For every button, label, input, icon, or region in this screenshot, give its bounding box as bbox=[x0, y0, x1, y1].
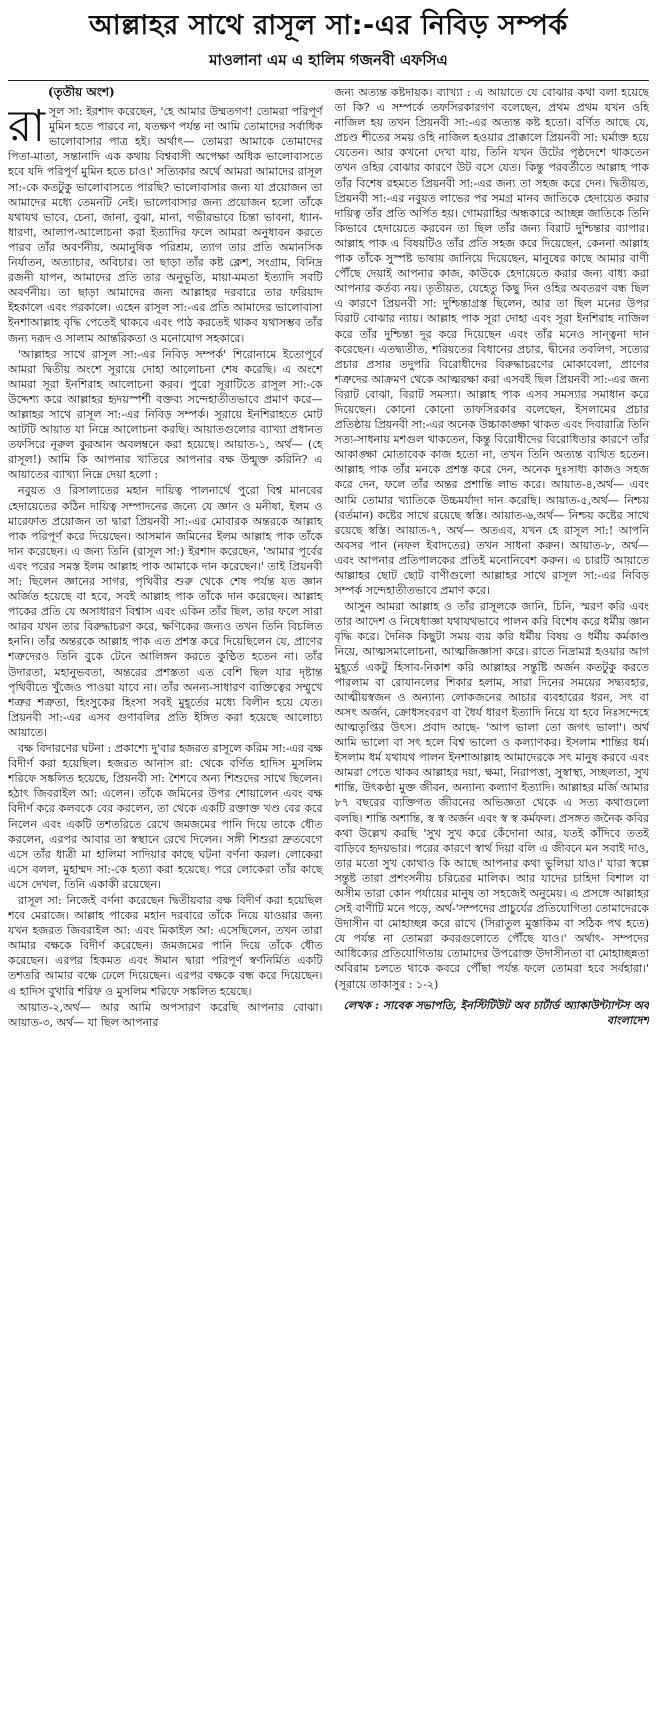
paragraph: বক্ষ বিদারণের ঘটনা : প্রকাশ্যে দু'বার হজরত রাসূলে করিম সা:-এর বক্ষ বিদীর্ণ করা হয়েছিল। হজরত আনাস রা: থেকে বর্ণিত হাদিস মুসলিম শরিফে সঙ্কলিত হয়েছে, প্রিয়নবী সা: শৈশবে অন্য শিশুদের সাথে ছিলেন। হঠাৎ জিবরাইল আ: এলেন। তাঁকে জমিনের উপর শোয়ালেন এবং বক্ষ বিদীর্ণ করে কলবকে বের করলেন, তা থেকে একটি রক্তাক্ত খণ্ড বের করে নিলেন এবং একটি তশতরিতে রেখে জমজমের পানি দিয়ে তাকে ধৌত করলেন, এরপর আবার তা স্বস্থানে রেখে দিলেন। সঙ্গী শিশুরা দ্রুতবেগে এসে তাঁর ধাত্রী মা হালিমা সাদিয়ার কাছে ঘটনা বর্ণনা করল। লোকেরা এসে বলল, মুহাম্মদ সা:-কে হত্যা করা হয়েছে। পরে লোকেরা তাঁর কাছে এসে দেখল, তিনি একাকী রয়েছেন। bbox=[8, 742, 323, 891]
article-byline: মাওলানা এম এ হালিম গজনবী এফসিএ bbox=[209, 51, 448, 69]
paragraph: আয়াত-২,অর্থ— আর আমি অপসারণ করেছি আপনার বোঝা। আয়াত-৩, অর্থ— যা ছিল আপনার bbox=[8, 1000, 323, 1029]
article-headline: আল্লাহর সাথে রাসূল সা:-এর নিবিড় সম্পর্ক bbox=[89, 10, 568, 41]
article-body bbox=[8, 85, 649, 1705]
paragraph: সূল সা: ইরশাদ করেছেন, 'হে আমার উম্মতগণ! তোমরা পরিপূর্ণ মুমিন হতে পারবে না, যতক্ষণ পর্যন্ত না আমি তোমাদের সর্বাধিক ভালোবাসার পাত্র হই। অর্থাৎ— তোমরা আমাকে তোমাদের পিতা-মাতা, সন্তানাদি এক কথায় বিশ্ববাসী অপেক্ষা অধিক ভালোবাসতে হবে যদি পরিপূর্ণ মুমিন হতে চাও।' সত্যিকার অর্থে আমরা আমাদের রাসূল সা:-কে কতটুকু ভালোবাসতে পারছি? ভালোবাসার জন্য যা প্রয়োজন তা আমাদের মধ্যে তেমনটি নেই। ভালোবাসার জন্য প্রয়োজন হলো তাঁকে যথাযথ ভাবে, চেনা, জানা, বুঝা, মানা, গভীরভাবে চিন্তা ভাবনা, ধ্যান-ধারণা, আলাপ-আলোচনা করা ইত্যাদির ফলে আমরা অনুধাবন করতে পারব তাঁর অবর্ণনীয়, অমানুষিক পরিশ্রম, ত্যাগ তার প্রতি অমানসিক নির্যাতন, অত্যাচার, অবিচার। তা ছাড়া তাঁর কষ্ট ক্লেশ, সংগ্রাম, বিনিদ্র রজনী যাপন, আমাদের প্রতি তার অনুভূতি, মায়া-মমতা ইত্যাদি সবটি অবর্ণনীয়। তা ছাড়া আমাদের জন্য আল্লাহর দরবারে তার ফরিয়াদ ইহকালে এবং পরকালে। এহেন রাসূল সা:-এর প্রতি আমাদের ভালোবাসা ইনশাআল্লাহ বৃদ্ধি পেতেই থাকবে এবং পাঠ করতেই থাকব যথাসম্ভব তাঁর জন্য দরূদ ও সালাম আন্তরিকতা ও মনোযোগ সহকারে। bbox=[8, 105, 323, 345]
paragraph: জন্য অত্যন্ত কষ্টদায়ক। ব্যাখ্যা : এ আয়াতে যে বোঝার কথা বলা হয়েছে তা কি? এ সম্পর্কে তফসিরকারগণ বলেছেন, প্রথম প্রথম যখন ওহি নাজিল হয় তখন প্রিয়নবী সা:-এর অত্যন্ত কষ্ট হতো। বর্ণিত আছে যে, প্রচণ্ড শীতের সময় ওহি নাজিল হওয়ার প্রাক্কালে প্রিয়নবী সা: ঘর্মাক্ত হয়ে যেতেন। আর কখনো দেখা যায়, তিনি যখন উটের পৃষ্ঠদেশে থাকতেন তখন ওহির বোঝার কারণে উট বসে যেত। কিন্তু পরবর্তীতে আল্লাহ পাক তাঁর বিশেষ রহমতে প্রিয়নবী সা:-এর জন্য তা সহজ করে দেন। দ্বিতীয়ত, প্রিয়নবী সা:-এর নবুয়ত লাভের পর সমগ্র মানব জাতিকে হেদায়েত করার দায়িত্ব তাঁর প্রতি অর্পিত হয়। গোমরাহির অন্ধকারে আচ্ছন্ন জাতিকে তিনি কিভাবে হেদায়েতে করবেন তা ছিল তাঁর জন্য বিরাট দুশ্চিন্তার ব্যাপার। আল্লাহ পাক এ বিষয়টিও তাঁর প্রতি সহজ করে দিয়েছেন, কেননা আল্লাহ পাক তাঁকে সুস্পষ্ট ভাষায় জানিয়ে দিয়েছেন, মানুষের কাছে আমার বাণী পৌঁছে দেয়াই আপনার কাজ, কাউকে হেদায়েতে করার জন্য বাধ্য করা আপনার কর্তব্য নয়। তৃতীয়ত, যেহেতু কিছু দিন ওহির অবতরণ বন্ধ ছিল এ কারণে প্রিয়নবী সা: দুশ্চিন্তাগ্রস্ত ছিলেন, আর তা ছিল মনের উপর বিরাট বোঝার ন্যায়। আল্লাহ পাক সূরা দোহা এবং সূরা ইনশিরাহ নাজিল করে তাঁর দুশ্চিন্তা দূর করে দিয়েছেন এবং তাঁর মনেও সান্ত্বনা দান করেছেন। এতদ্ব্যতীত, শরিয়তের বিধানের প্রচার, দ্বীনের তবলিগ, সত্যের প্রচার প্রসার তদুপরি বিরোধীদের বিরুদ্ধাচরণের মোকাবেলা, প্রাণের শত্রুদের আক্রমণ থেকে আত্মরক্ষা করা এসবই ছিল প্রিয়নবী সা:-এর জন্য বিরাট বোঝা, বিরাট সমস্যা। আল্লাহ পাক এসব সমস্যার সমাধান করে দিয়েছেন। কোনো কোনো তাফসিরকার বলেছেন, ইসলামের প্রচার প্রতিষ্ঠায় প্রিয়নবী সা:-এর অনেক উচ্চাকাঙ্ক্ষা থাকত এবং দিবারাত্রি তিনি সত্য-সাধনায় মশগুল থাকতেন, কিন্তু বিরোধীদের বিরোধিতার কারণে তাঁর আকাঙ্ক্ষা মোতাবেক কাজ হতো না, তখন তিনি অত্যন্ত ব্যথিত হতেন। আল্লাহ পাক তাঁর মনকে প্রশস্ত করে দেন, অনেক দুঃসাধ্য কাজও সহজ করে দেন, ফলে তাঁর অন্তর প্রশান্তি লাভ করে। আয়াত-৪,অর্থ— এবং আমি তোমার খ্যাতিকে উচ্চমর্যাদা দান করেছি। আয়াত-৫,অর্থ— নিশ্চয় (বর্তমান) কষ্টের সাথে রয়েছে স্বস্তি। আয়াত-৬,অর্থ— নিশ্চয় কষ্টের সাথে রয়েছে স্বস্তি। আয়াত-৭, অর্থ— অতএব, যখন হে রাসূল সা:! আপনি অবসর পান (নফল ইবাদতের) তখন সাধনা করুন। আয়াত-৮, অর্থ— এবং আপনার প্রতিপালকের প্রতিই মনোনিবেশ করুন। এ চারটি আয়াতে আল্লাহর ছোট ছোট বাণীগুলো আল্লাহর সাথে রাসূল সা:-এর নিবিড় সম্পর্ক সন্দেহাতীতভাবে প্রমাণ করে। bbox=[334, 86, 649, 598]
paragraph: রাসূল সা: নিজেই বর্ণনা করেছেন দ্বিতীয়বার বক্ষ বিদীর্ণ করা হয়েছিল শবে মেরাজে। আল্লাহ পাকের মহান দরবারে তাঁকে নিয়ে যাওয়ার জন্য যখন হজরত জিবরাইল আ: এবং মিকাইল আ: এসেছিলেন, তখন তারা আমার বক্ষকে বিদীর্ণ করেছেন। জমজমের পানি দিয়ে তাঁকে ধৌত করেছেন। এরপর হিকমত এবং ঈমান দ্বারা পরিপূর্ণ স্বর্ণনির্মিত একটি তশতরি আমার বক্ষে ঢেলে দিয়েছেন। এরপর বক্ষকে বন্ধ করে দিয়েছেন। এ হাদিস বুখারি শরিফ ও মুসলিম শরিফে সঙ্কলিত হয়েছে। bbox=[8, 893, 323, 998]
paragraph: 'আল্লাহর সাথে রাসূল সা:-এর নিবিড় সম্পর্ক' শিরোনামে ইতোপূর্বে আমরা দ্বিতীয় অংশে সূরায়ে দোহা আলোচনা শেষ করেছি। এ অংশে আমরা সূরা ইনশিরাহ আলোচনা করব। পুরো সূরাটিতে রাসূল সা:-কে উদ্দেশ্য করে আল্লাহর হৃদয়স্পর্শী বক্তব্য সন্দেহাতীতভাবে প্রমাণ করে— আল্লাহর সাথে রাসূল সা:-এর নিবিড় সম্পর্ক। সূরায়ে ইনশিরাহতে মোট আটটি আয়াত যা নিম্নে আলোচনা করছি। আয়াতগুলোর ব্যাখ্যা প্রধানত তফসিরে নূরুল কুরআন অবলম্বনে করা হয়েছে। আয়াত-১, অর্থ— (হে রাসূল!) আমি কি আপনার খাতিরে আপনার বক্ষ উন্মুক্ত করিনি? এ আয়াতের ব্যাখ্যা নিম্নে দেয়া হলো : bbox=[8, 347, 323, 482]
right-column bbox=[335, 85, 650, 1705]
part-label: (তৃতীয় অংশ) bbox=[48, 85, 115, 99]
author-note: লেখক : সাবেক সভাপতি, ইনস্টিটিউট অব চার্টার্ড অ্যাকাউন্ট্যান্টস অব বাংলাদেশ bbox=[343, 998, 649, 1027]
header-divider bbox=[8, 80, 649, 81]
left-column bbox=[8, 85, 323, 1705]
drop-cap: রা bbox=[8, 101, 45, 153]
paragraph: নবুয়ত ও রিসালাতের মহান দায়িত্ব পালনার্থে পুরো বিশ্ব মানবের হেদায়েতের কঠিন দায়িত্ব সম্পাদনের জন্যে যে জ্ঞান ও মনীষা, ইলম ও মারেফাত প্রয়োজন তা দ্বারা প্রিয়নবী সা:-এর মোবারক অন্তরকে আল্লাহ পাক পরিপূর্ণ করে দিয়েছেন। আসমান জমিনের ইলম আল্লাহ পাক তাঁকে দান করেছেন। এ জন্য তিনি (রাসূল সা:) ইরশাদ করেছেন, 'আমার পূর্বের এবং পরের সমস্ত ইলম আল্লাহ পাক আমাকে দান করেছেন।' তাই প্রিয়নবী সা: ছিলেন জ্ঞানের সাগর, পৃথিবীর শুরু থেকে শেষ পর্যন্ত যত জ্ঞান অর্জিত হয়েছে বা হবে, সবই আল্লাহ পাক তাঁকে দান করেছেন। আল্লাহ পাকের প্রতি যে অসাধারণ বিশ্বাস এবং একিন তাঁর ছিল, তার ফলে সারা আরব যখন তার বিরুদ্ধাচরণ করে, ক্ষণিকের জন্যও তখন তিনি বিচলিত হননি। তাঁর অন্তরকে আল্লাহ পাক এত প্রশস্ত করে দিয়েছিলেন যে, প্রাণের শত্রুদেরও তিনি বুকে টেনে আলিঙ্গন করতে কুণ্ঠিত হতেন না। তাঁর উদারতা, মহানুভবতা, অন্তরের প্রশস্ততা এত বেশি ছিল যার দৃষ্টান্ত পৃথিবীতে খুঁজেও পাওয়া যাবে না। তাঁর অনন্য-সাধারণ ব্যক্তিত্বের সম্মুখে শত্রুর শত্রুতা, হিংসুকের হিংসা সবই মুহূর্তের মধ্যে বিলীন হয়ে যেত। প্রিয়নবী সা:-এর এসব গুণাবলির প্রতি ইঙ্গিত করা হয়েছে আলোচ্য আয়াতে। bbox=[8, 484, 323, 739]
paragraph: আসুন আমরা আল্লাহ ও তাঁর রাসূলকে জানি, চিনি, স্মরণ করি এবং তার আদেশ ও নিষেধাজ্ঞা যথাযথভাবে পালন করি বিশেষ করে ধর্মীয় জ্ঞান বৃদ্ধি করে। দৈনিক কিছুটা সময় ব্যয় করি ধর্মীয় বিষয় ও ধর্মীয় কর্মকাণ্ড নিয়ে, আত্মসমালোচনা, আত্মজিজ্ঞাসা করে। রাতে নিদ্রামগ্ন হওয়ার আগ মুহূর্তে একটু হিসাব-নিকাশ করি আল্লাহর সন্তুষ্টি অর্জন কতটুকু করতে পারলাম বা রোযানলের শিকার হলাম, সারা দিনের সময়ের সদ্ব্যবহার, আত্মীয়স্বজন ও অন্যান্য লোকজনের আচার ব্যবহারের ধরন, সৎ বা অসৎ অর্জন, ক্রোধসংবরণ বা ধৈর্য ধারণ ইত্যাদি নিয়ে যা হবে নিঃসন্দেহে আত্মতৃপ্তির উৎস। প্রবাদ আছে- 'আপ ভালা তো জগৎ ভালা'। অর্থ আমি ভালো বা সৎ হলে বিশ্ব ভালো ও কল্যাণকর। ইসলাম শান্তির ধর্ম। ইসলাম ধর্ম যথাযথ পালন ইনশাআল্লাহ আমাদেরকে সৎ মানুষ করবে এবং আমরা পেতে থাকব আল্লাহর দয়া, ক্ষমা, নিরাপত্তা, সুস্বাস্থ্য, সচ্ছলতা, সুখ শান্তি, উৎকণ্ঠা মুক্ত জীবন, অন্যান্য কল্যাণ ইত্যাদি। আল্লাহর মর্জি আমার ৮৭ বছরের ব্যক্তিগত জীবনের অভিজ্ঞতা থেকে এ সত্য কথাগুলো বলছি। শান্তি অশান্তি, স্ব স্ব অর্জন এবং স্ব স্ব কর্মফল। প্রসঙ্গত জনৈক কবির কথা উল্লেখ করছি 'সুখ সুখ করে কেঁদোনা আর, যতই কাঁদিবে ততই বাড়িবে হৃদয়ভার। পরের কারণে স্বার্থ দিয়া বলি এ জীবনে মন সবাই দাও, তার মতো সুখ কোথাও কি আছে আপনার কথা ভুলিয়া যাও।' যারা স্বল্পে সন্তুষ্ট তারা প্রশংসনীয় চরিত্রের মালিক। আর যাদের চাহিদা বিশাল বা অসীম তারা কোন পর্যায়ের মানুষ তা সহজেই অনুমেয়। এ প্রসঙ্গে আল্লাহর সেই বাণীটি মনে পড়ে, অর্থ-'সম্পদের প্রাচুর্যের প্রতিযোগিতা তোমাদেরকে উদাসীন বা মোহাচ্ছন্ন করে রাখে (সিরাতুল মুস্তাকিম বা সঠিক পথ হতে) যে পর্যন্ত না তোমরা কবরগুলোতে পৌঁছে যাও।' অর্থাৎ- সম্পদের আধিক্যের প্রতিযোগিতায় তোমাদের উপরোক্ত উদাসীনতা বা মোহাচ্ছন্নতা অবিরাম চলতে থাকে কবরে পৌঁছা পর্যন্ত ফলে তোমরা হবে সর্বহারা।' (সূরায়ে তাকাসুর : ১-২) bbox=[334, 600, 649, 991]
